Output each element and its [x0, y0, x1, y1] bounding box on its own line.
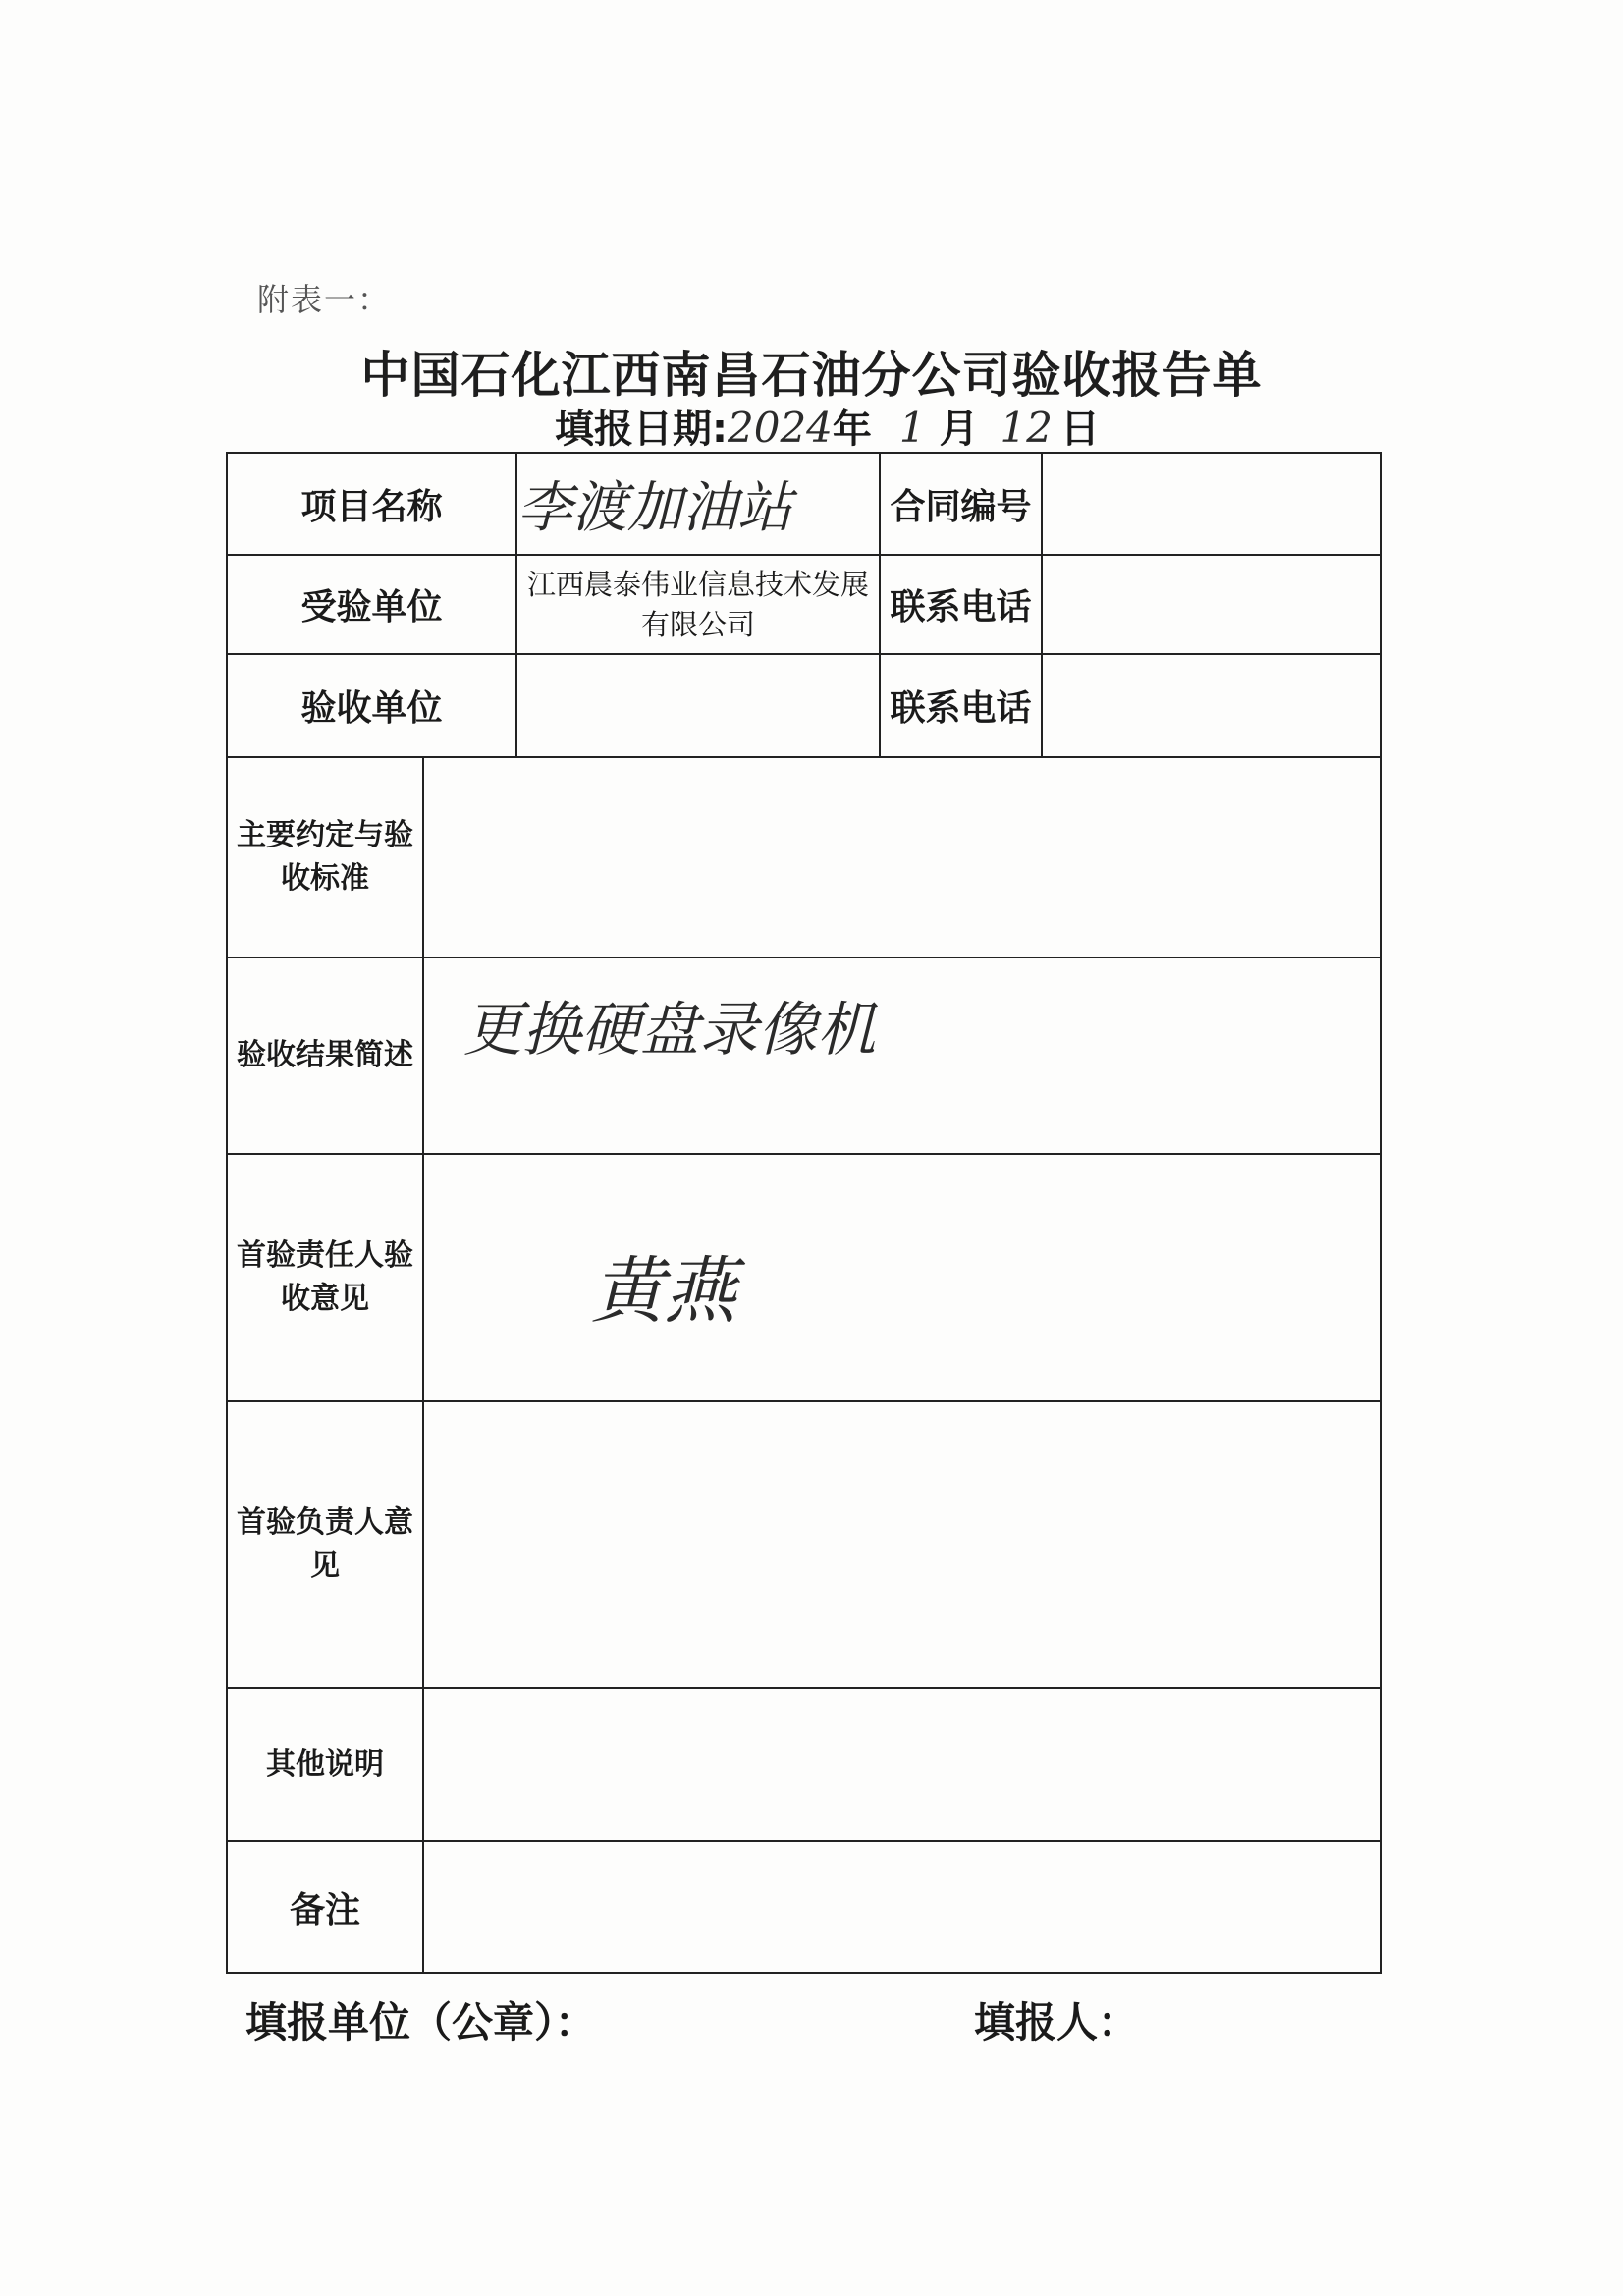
contract-no-label: 合同编号 [880, 453, 1042, 555]
contact-phone-label-2: 联系电话 [880, 654, 1042, 757]
contact-phone-value-2[interactable] [1042, 654, 1381, 757]
first-inspector-cell[interactable] [423, 1154, 1381, 1401]
first-head-value[interactable] [423, 1401, 1381, 1688]
page-title: 中国石化江西南昌石油分公司验收报告单 [360, 347, 1263, 404]
row-first-inspector [227, 1154, 1381, 1401]
month-unit: 月 [939, 407, 979, 452]
accepted-unit-label: 受验单位 [227, 555, 516, 654]
contract-no-value[interactable] [1042, 453, 1381, 555]
contact-phone-value-1[interactable] [1042, 555, 1381, 654]
footer-reporter-label: 填报人： [974, 1998, 1140, 2047]
project-name-value[interactable]: 李渡加油站 [516, 453, 880, 555]
row-standards [227, 757, 1381, 957]
first-inspector-label: 首验责任人验收意见 [227, 1154, 423, 1401]
acceptance-unit-label: 验收单位 [227, 654, 516, 757]
day-unit: 日 [1059, 407, 1100, 452]
result-cell[interactable] [423, 957, 1381, 1154]
date-label: 填报日期: [555, 407, 728, 452]
acceptance-form [226, 452, 1382, 1974]
annex-label: 附表一： [257, 281, 392, 318]
fill-date [555, 398, 1100, 454]
date-day: 12 [1000, 404, 1053, 452]
standards-value[interactable] [423, 757, 1381, 957]
row-other [227, 1688, 1381, 1841]
result-label: 验收结果简述 [227, 957, 423, 1154]
acceptance-unit-value[interactable] [516, 654, 880, 757]
contact-phone-label-1: 联系电话 [880, 555, 1042, 654]
first-inspector-signature: 黄燕 [591, 1249, 736, 1334]
other-label: 其他说明 [227, 1688, 423, 1841]
other-value[interactable] [423, 1688, 1381, 1841]
row-remark [227, 1841, 1381, 1973]
row-result [227, 957, 1381, 1154]
row-acceptance-unit [227, 654, 1381, 757]
remark-label: 备注 [227, 1841, 423, 1973]
row-project [227, 453, 1381, 555]
year-unit: 年 [832, 407, 872, 452]
result-value: 更换硬盘录像机 [463, 996, 876, 1065]
row-first-head [227, 1401, 1381, 1688]
date-year: 2024 [728, 404, 833, 452]
first-head-label: 首验负责人意见 [227, 1401, 423, 1688]
project-name-label: 项目名称 [227, 453, 516, 555]
footer-unit-seal-label: 填报单位（公章）： [245, 1998, 597, 2047]
remark-value[interactable] [423, 1841, 1381, 1973]
standards-label: 主要约定与验收标准 [227, 757, 423, 957]
date-month: 1 [898, 404, 926, 452]
accepted-unit-value[interactable]: 江西晨泰伟业信息技术发展有限公司 [516, 555, 880, 654]
row-accepted-unit [227, 555, 1381, 654]
